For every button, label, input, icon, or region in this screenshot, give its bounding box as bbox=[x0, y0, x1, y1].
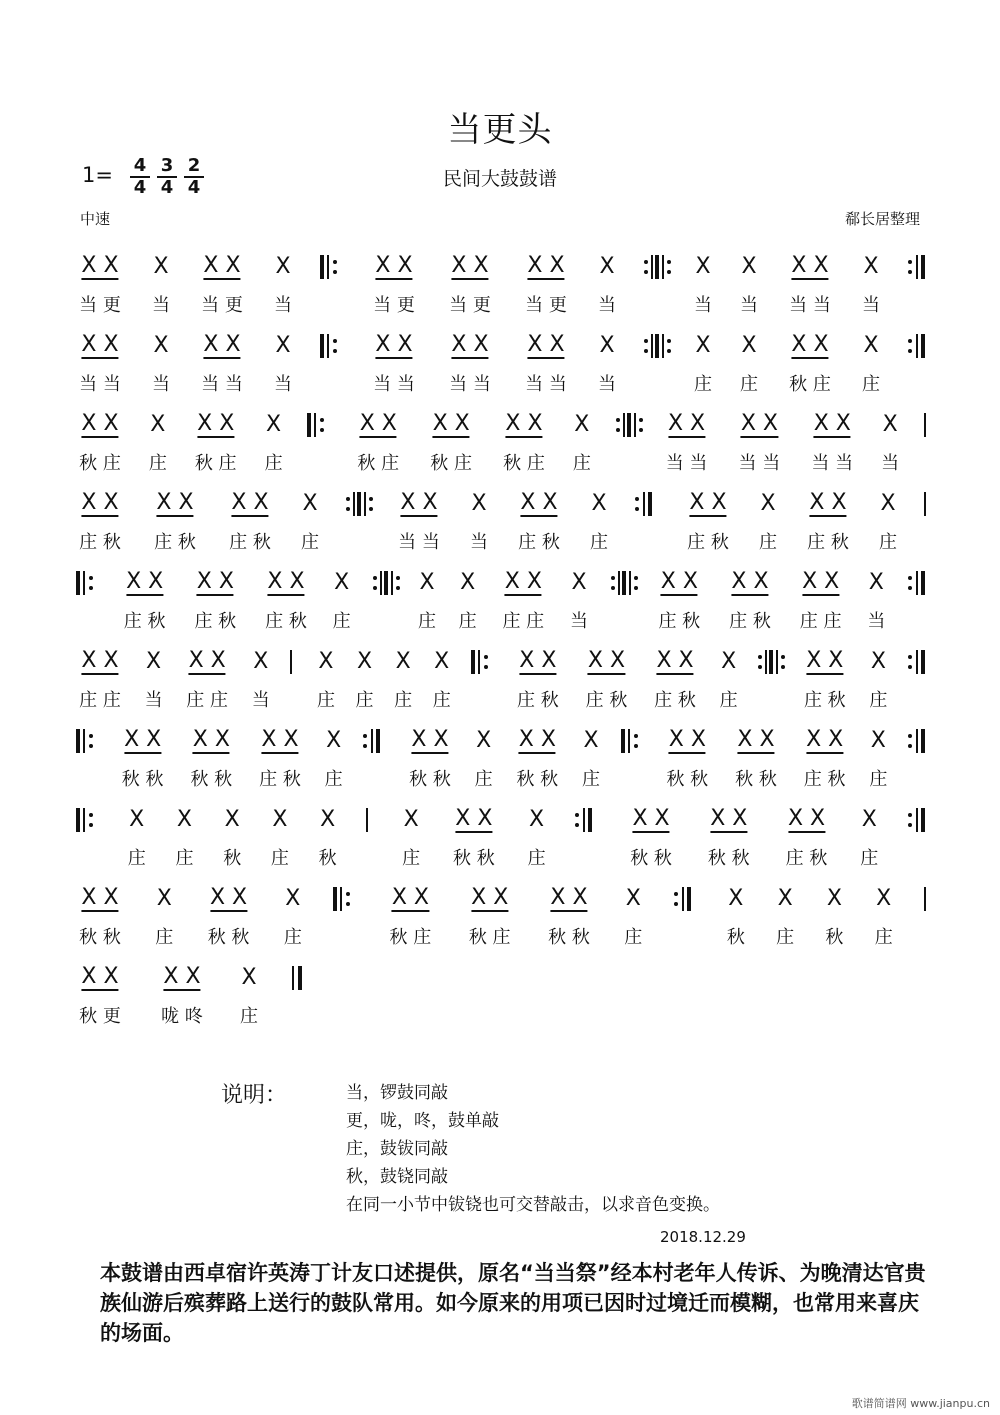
stroke-syllable: 庄 bbox=[582, 769, 600, 790]
stroke-syllable: 当 bbox=[598, 295, 616, 316]
repeat-end-barline bbox=[635, 492, 657, 516]
rhythm-note: X bbox=[395, 649, 411, 674]
rhythm-note: X bbox=[356, 649, 373, 674]
repeat-both-barline bbox=[373, 571, 401, 595]
stroke-syllable: 秋 秋 bbox=[121, 769, 164, 790]
stroke-syllable: 当 当 bbox=[398, 532, 440, 553]
rhythm-note: X X bbox=[505, 411, 543, 436]
stroke-syllable: 当 当 bbox=[373, 374, 415, 395]
rhythm-note: X bbox=[876, 886, 892, 911]
rhythm-note: X X bbox=[809, 490, 847, 515]
time-signature-4-4 bbox=[130, 156, 150, 198]
rhythm-note: X bbox=[870, 728, 886, 753]
rhythm-note: X bbox=[760, 491, 776, 516]
repeat-start-barline bbox=[320, 334, 342, 358]
stroke-syllable: 当 bbox=[740, 295, 758, 316]
rhythm-note: X X bbox=[504, 569, 542, 594]
stroke-syllable: 庄 秋 bbox=[259, 769, 301, 790]
stroke-syllable: 庄 bbox=[740, 374, 758, 395]
stroke-syllable: 秋 秋 bbox=[630, 848, 672, 869]
repeat-both-barline bbox=[644, 334, 672, 358]
rhythm-note: X X bbox=[791, 332, 829, 357]
stroke-syllable: 庄 秋 bbox=[123, 611, 166, 632]
stroke-syllable: 当 bbox=[881, 453, 900, 474]
stroke-syllable: 当 bbox=[598, 374, 616, 395]
rhythm-note: X bbox=[880, 491, 896, 516]
stroke-syllable: 咙 咚 bbox=[161, 1006, 203, 1027]
stroke-syllable: 庄 bbox=[860, 848, 879, 869]
rhythm-note: X X bbox=[188, 648, 226, 673]
stroke-syllable: 庄 bbox=[316, 690, 335, 711]
rhythm-note: X X bbox=[737, 727, 775, 752]
score-row bbox=[0, 965, 1000, 1045]
stroke-syllable: 庄 bbox=[869, 690, 888, 711]
stroke-syllable: 秋 庄 bbox=[389, 927, 432, 948]
rhythm-note: X bbox=[695, 333, 711, 358]
rhythm-note: X X bbox=[196, 569, 234, 594]
rhythm-note: X X bbox=[632, 806, 670, 831]
stroke-syllable: 秋 秋 bbox=[666, 769, 709, 790]
repeat-end-barline bbox=[908, 571, 930, 595]
stroke-syllable: 庄 bbox=[869, 769, 888, 790]
stroke-syllable: 当 bbox=[144, 690, 163, 711]
stroke-syllable: 秋 秋 bbox=[548, 927, 590, 948]
repeat-start-barline bbox=[320, 255, 342, 279]
rhythm-note: X bbox=[153, 333, 169, 358]
stroke-syllable: 庄 秋 bbox=[585, 690, 628, 711]
rhythm-note: X X bbox=[432, 411, 470, 436]
repeat-start-barline bbox=[471, 650, 493, 674]
score-row bbox=[0, 333, 1000, 413]
rhythm-note: X X bbox=[261, 727, 299, 752]
note-line: 更，咙，咚，鼓单敲 bbox=[346, 1111, 499, 1131]
stroke-syllable: 庄 bbox=[355, 690, 374, 711]
repeat-end-barline bbox=[908, 808, 930, 832]
repeat-both-barline bbox=[611, 571, 639, 595]
score-row bbox=[0, 254, 1000, 334]
rhythm-note: X bbox=[583, 728, 599, 753]
stroke-syllable: 庄 秋 bbox=[518, 532, 560, 553]
rhythm-note: X bbox=[741, 254, 757, 279]
repeat-both-barline bbox=[644, 255, 672, 279]
tempo-marking: 中速 bbox=[80, 210, 111, 228]
stroke-syllable: 当 bbox=[274, 295, 292, 316]
stroke-syllable: 庄 bbox=[694, 374, 712, 395]
stroke-syllable: 当 更 bbox=[79, 295, 121, 316]
watermark: 歌谱简谱网 www.jianpu.cn bbox=[851, 1397, 990, 1410]
stroke-syllable: 当 当 bbox=[665, 453, 708, 474]
stroke-syllable: 当 当 bbox=[79, 374, 121, 395]
key-signature: 1= bbox=[82, 163, 113, 187]
stroke-syllable: 秋 庄 bbox=[789, 374, 831, 395]
rhythm-note: X X bbox=[124, 727, 162, 752]
rhythm-note: X X bbox=[81, 332, 119, 357]
rhythm-note: X X bbox=[656, 648, 694, 673]
rhythm-note: X X bbox=[787, 806, 826, 831]
rhythm-note: X X bbox=[667, 411, 706, 436]
stroke-syllable: 庄 庄 bbox=[502, 611, 545, 632]
stroke-syllable: 庄 bbox=[862, 374, 880, 395]
rhythm-note: X bbox=[870, 649, 886, 674]
stroke-syllable: 秋 秋 bbox=[516, 769, 559, 790]
stroke-syllable: 庄 bbox=[402, 848, 421, 869]
stroke-syllable: 当 bbox=[152, 374, 170, 395]
stroke-syllable: 当 当 bbox=[789, 295, 831, 316]
rhythm-note: X X bbox=[471, 885, 509, 910]
rhythm-note: X X bbox=[400, 490, 438, 515]
note-line: 庄，鼓钹同敲 bbox=[346, 1139, 448, 1159]
stroke-syllable: 当 更 bbox=[525, 295, 567, 316]
stroke-syllable: 当 bbox=[251, 690, 270, 711]
rhythm-note: X X bbox=[192, 727, 230, 752]
repeat-both-barline bbox=[616, 413, 644, 437]
stroke-syllable: 秋 更 bbox=[79, 1006, 121, 1027]
rhythm-note: X X bbox=[455, 806, 493, 831]
rhythm-note: X bbox=[695, 254, 711, 279]
rhythm-note: X X bbox=[791, 253, 829, 278]
rhythm-note: X bbox=[861, 807, 877, 832]
rhythm-note: X bbox=[156, 886, 172, 911]
rhythm-note: X bbox=[224, 807, 240, 832]
rhythm-note: X bbox=[176, 807, 192, 832]
repeat-start-barline bbox=[307, 413, 329, 437]
rhythm-note: X bbox=[129, 807, 145, 832]
repeat-start-barline bbox=[76, 808, 98, 832]
rhythm-note: X X bbox=[518, 727, 556, 752]
barline bbox=[924, 492, 926, 516]
stroke-syllable: 当 当 bbox=[449, 374, 491, 395]
rhythm-note: X X bbox=[81, 253, 119, 278]
stroke-syllable: 庄 秋 bbox=[654, 690, 696, 711]
rhythm-note: X bbox=[863, 254, 879, 279]
rhythm-note: X X bbox=[391, 885, 429, 910]
stroke-syllable: 庄 秋 bbox=[154, 532, 196, 553]
footer-description: 本鼓谱由西卓宿许英涛丁计友口述提供，原名“当当祭”经本村老年人传诉、为晚清达官贵族仙游后殡葬路上送行的鼓队常用。如今原来的用项已因时过境迁而模糊，也常用来喜庆的场面。 bbox=[100, 1261, 926, 1345]
rhythm-note: X X bbox=[740, 411, 778, 436]
time-sig-denominator: 4 bbox=[160, 177, 174, 198]
stroke-syllable: 庄 bbox=[874, 927, 893, 948]
repeat-end-barline bbox=[908, 334, 930, 358]
rhythm-note: X X bbox=[81, 411, 119, 436]
stroke-syllable: 秋 bbox=[318, 848, 337, 869]
stroke-syllable: 庄 秋 bbox=[803, 690, 846, 711]
rhythm-note: X X bbox=[203, 332, 241, 357]
barline bbox=[924, 887, 926, 911]
stroke-syllable: 庄 bbox=[240, 1006, 258, 1027]
final-barline bbox=[292, 966, 299, 990]
stroke-syllable: 庄 bbox=[458, 611, 477, 632]
score-row bbox=[0, 649, 1000, 729]
rhythm-note: X bbox=[571, 570, 587, 595]
repeat-end-barline bbox=[908, 255, 930, 279]
stroke-syllable: 当 bbox=[570, 611, 588, 632]
score-subtitle: 民间大鼓鼓谱 bbox=[442, 168, 557, 190]
stroke-syllable: 庄 秋 bbox=[729, 611, 771, 632]
stroke-syllable: 秋 bbox=[825, 927, 844, 948]
stroke-syllable: 庄 bbox=[127, 848, 146, 869]
rhythm-note: X bbox=[326, 728, 342, 753]
stroke-syllable: 庄 秋 bbox=[79, 532, 121, 553]
score-row bbox=[0, 412, 1000, 492]
rhythm-note: X X bbox=[163, 964, 201, 989]
rhythm-note: X bbox=[599, 254, 615, 279]
stroke-syllable: 庄 bbox=[148, 453, 167, 474]
stroke-syllable: 庄 bbox=[270, 848, 289, 869]
stroke-syllable: 秋 庄 bbox=[357, 453, 400, 474]
repeat-start-barline bbox=[76, 729, 98, 753]
rhythm-note: X X bbox=[375, 253, 413, 278]
date: 2018.12.29 bbox=[660, 1228, 746, 1246]
stroke-syllable: 秋 庄 bbox=[79, 453, 121, 474]
time-sig-denominator: 4 bbox=[133, 177, 147, 198]
rhythm-note: X bbox=[826, 886, 842, 911]
stroke-syllable: 庄 秋 bbox=[658, 611, 701, 632]
stroke-syllable: 当 bbox=[152, 295, 170, 316]
repeat-start-barline bbox=[333, 887, 355, 911]
stroke-syllable: 庄 秋 bbox=[265, 611, 307, 632]
rhythm-note: X X bbox=[806, 727, 844, 752]
stroke-syllable: 庄 庄 bbox=[79, 690, 121, 711]
stroke-syllable: 庄 bbox=[155, 927, 174, 948]
rhythm-note: X bbox=[868, 570, 884, 595]
rhythm-note: X bbox=[318, 649, 334, 674]
stroke-syllable: 当 bbox=[694, 295, 712, 316]
time-signature-3-4 bbox=[157, 156, 177, 198]
stroke-syllable: 庄 bbox=[590, 532, 608, 553]
rhythm-note: X X bbox=[267, 569, 305, 594]
rhythm-note: X X bbox=[806, 648, 844, 673]
stroke-syllable: 秋 庄 bbox=[503, 453, 545, 474]
rhythm-note: X bbox=[302, 491, 318, 516]
rhythm-note: X X bbox=[126, 569, 164, 594]
stroke-syllable: 庄 bbox=[624, 927, 643, 948]
stroke-syllable: 庄 秋 bbox=[687, 532, 729, 553]
rhythm-note: X X bbox=[710, 806, 748, 831]
rhythm-note: X bbox=[266, 412, 282, 437]
repeat-start-barline bbox=[621, 729, 643, 753]
time-sig-numerator: 4 bbox=[130, 156, 150, 178]
stroke-syllable: 秋 庄 bbox=[468, 927, 511, 948]
stroke-syllable: 庄 秋 bbox=[194, 611, 237, 632]
rhythm-note: X bbox=[529, 807, 545, 832]
rhythm-note: X X bbox=[731, 569, 769, 594]
stroke-syllable: 庄 bbox=[418, 611, 436, 632]
rhythm-note: X bbox=[728, 886, 744, 911]
stroke-syllable: 庄 秋 bbox=[517, 690, 559, 711]
rhythm-note: X X bbox=[81, 885, 119, 910]
rhythm-note: X bbox=[741, 333, 757, 358]
repeat-end-barline bbox=[674, 887, 696, 911]
stroke-syllable: 当 bbox=[470, 532, 488, 553]
stroke-syllable: 秋 bbox=[223, 848, 242, 869]
stroke-syllable: 庄 bbox=[759, 532, 777, 553]
rhythm-note: X X bbox=[451, 253, 489, 278]
score-row bbox=[0, 886, 1000, 966]
stroke-syllable: 秋 庄 bbox=[430, 453, 473, 474]
note-line: 在同一小节中钹铙也可交替敲击，以求音色变换。 bbox=[346, 1195, 720, 1215]
arranger-credit: 郗长居整理 bbox=[844, 210, 920, 228]
stroke-syllable: 庄 秋 bbox=[229, 532, 271, 553]
rhythm-note: X X bbox=[81, 490, 119, 515]
repeat-both-barline bbox=[758, 650, 786, 674]
stroke-syllable: 当 当 bbox=[525, 374, 567, 395]
repeat-end-barline bbox=[908, 729, 930, 753]
stroke-syllable: 当 当 bbox=[201, 374, 243, 395]
rhythm-note: X bbox=[574, 412, 590, 437]
rhythm-note: X bbox=[863, 333, 879, 358]
stroke-syllable: 庄 庄 bbox=[799, 611, 842, 632]
rhythm-note: X bbox=[434, 649, 450, 674]
rhythm-note: X bbox=[419, 570, 435, 595]
repeat-end-barline bbox=[363, 729, 385, 753]
score-title: 当更头 bbox=[447, 110, 553, 150]
rhythm-note: X X bbox=[519, 648, 557, 673]
rhythm-note: X bbox=[150, 412, 166, 437]
rhythm-note: X bbox=[777, 886, 793, 911]
stroke-syllable: 秋 秋 bbox=[207, 927, 250, 948]
time-sig-numerator: 3 bbox=[157, 156, 177, 178]
rhythm-note: X X bbox=[197, 411, 235, 436]
rhythm-note: X X bbox=[231, 490, 269, 515]
time-signature-2-4 bbox=[184, 156, 204, 198]
stroke-syllable: 秋 秋 bbox=[190, 769, 233, 790]
note-line: 秋，鼓铙同敲 bbox=[346, 1167, 448, 1187]
stroke-syllable: 当 bbox=[862, 295, 880, 316]
rhythm-note: X bbox=[272, 807, 288, 832]
stroke-syllable: 当 bbox=[867, 611, 886, 632]
rhythm-note: X bbox=[721, 649, 737, 674]
rhythm-note: X bbox=[476, 728, 492, 753]
barline bbox=[924, 413, 926, 437]
stroke-syllable: 庄 bbox=[719, 690, 738, 711]
time-sig-denominator: 4 bbox=[187, 177, 201, 198]
rhythm-note: X X bbox=[209, 885, 248, 910]
rhythm-note: X X bbox=[587, 648, 626, 673]
stroke-syllable: 庄 庄 bbox=[186, 690, 229, 711]
rhythm-note: X X bbox=[802, 569, 840, 594]
barline bbox=[290, 650, 292, 674]
rhythm-note: X bbox=[153, 254, 169, 279]
rhythm-note: X bbox=[403, 807, 419, 832]
stroke-syllable: 庄 bbox=[175, 848, 194, 869]
repeat-end-barline bbox=[575, 808, 597, 832]
rhythm-note: X bbox=[460, 570, 476, 595]
rhythm-note: X X bbox=[411, 727, 449, 752]
score-row bbox=[0, 491, 1000, 571]
stroke-syllable: 庄 bbox=[332, 611, 351, 632]
stroke-syllable: 庄 bbox=[474, 769, 493, 790]
stroke-syllable: 秋 庄 bbox=[194, 453, 237, 474]
stroke-syllable: 当 bbox=[274, 374, 292, 395]
note-line: 当，锣鼓同敲 bbox=[346, 1083, 448, 1103]
rhythm-note: X bbox=[275, 333, 291, 358]
rhythm-note: X X bbox=[81, 964, 119, 989]
stroke-syllable: 当 当 bbox=[738, 453, 781, 474]
repeat-end-barline bbox=[908, 650, 930, 674]
repeat-start-barline bbox=[76, 571, 98, 595]
rhythm-note: X bbox=[625, 886, 641, 911]
stroke-syllable: 秋 秋 bbox=[79, 927, 121, 948]
stroke-syllable: 庄 bbox=[432, 690, 451, 711]
rhythm-note: X X bbox=[375, 332, 413, 357]
rhythm-note: X bbox=[275, 254, 291, 279]
notes-label: 说明： bbox=[221, 1083, 288, 1108]
stroke-syllable: 庄 bbox=[324, 769, 343, 790]
rhythm-note: X bbox=[599, 333, 615, 358]
score-row bbox=[0, 807, 1000, 887]
stroke-syllable: 当 更 bbox=[373, 295, 415, 316]
stroke-syllable: 庄 bbox=[283, 927, 302, 948]
stroke-syllable: 庄 秋 bbox=[785, 848, 828, 869]
stroke-syllable: 当 当 bbox=[811, 453, 854, 474]
rhythm-note: X X bbox=[527, 332, 565, 357]
score-row bbox=[0, 570, 1000, 650]
stroke-syllable: 庄 秋 bbox=[807, 532, 849, 553]
rhythm-note: X bbox=[285, 886, 301, 911]
rhythm-note: X X bbox=[527, 253, 565, 278]
stroke-syllable: 庄 bbox=[572, 453, 591, 474]
rhythm-note: X bbox=[241, 965, 257, 990]
rhythm-note: X bbox=[882, 412, 898, 437]
rhythm-note: X bbox=[334, 570, 350, 595]
stroke-syllable: 当 更 bbox=[201, 295, 243, 316]
stroke-syllable: 秋 秋 bbox=[452, 848, 495, 869]
rhythm-note: X X bbox=[813, 411, 851, 436]
stroke-syllable: 庄 bbox=[394, 690, 413, 711]
rhythm-note: X X bbox=[520, 490, 558, 515]
stroke-syllable: 庄 bbox=[301, 532, 319, 553]
stroke-syllable: 庄 秋 bbox=[803, 769, 846, 790]
stroke-syllable: 庄 bbox=[264, 453, 283, 474]
rhythm-note: X bbox=[146, 649, 162, 674]
rhythm-note: X X bbox=[689, 490, 727, 515]
stroke-syllable: 当 更 bbox=[449, 295, 491, 316]
stroke-syllable: 秋 秋 bbox=[735, 769, 777, 790]
time-sig-numerator: 2 bbox=[184, 156, 204, 178]
rhythm-note: X bbox=[253, 649, 269, 674]
rhythm-note: X X bbox=[359, 411, 397, 436]
barline bbox=[366, 808, 368, 832]
rhythm-note: X X bbox=[156, 490, 194, 515]
score-row bbox=[0, 728, 1000, 808]
rhythm-note: X bbox=[591, 491, 607, 516]
rhythm-note: X X bbox=[550, 885, 588, 910]
rhythm-note: X bbox=[320, 807, 336, 832]
rhythm-note: X X bbox=[81, 648, 119, 673]
repeat-both-barline bbox=[346, 492, 374, 516]
stroke-syllable: 庄 bbox=[527, 848, 546, 869]
rhythm-note: X X bbox=[203, 253, 241, 278]
rhythm-note: X X bbox=[668, 727, 706, 752]
stroke-syllable: 庄 bbox=[776, 927, 795, 948]
rhythm-note: X X bbox=[660, 569, 698, 594]
stroke-syllable: 秋 秋 bbox=[409, 769, 451, 790]
rhythm-note: X bbox=[471, 491, 487, 516]
rhythm-note: X X bbox=[451, 332, 489, 357]
stroke-syllable: 秋 秋 bbox=[707, 848, 750, 869]
stroke-syllable: 秋 bbox=[726, 927, 745, 948]
stroke-syllable: 庄 bbox=[879, 532, 897, 553]
